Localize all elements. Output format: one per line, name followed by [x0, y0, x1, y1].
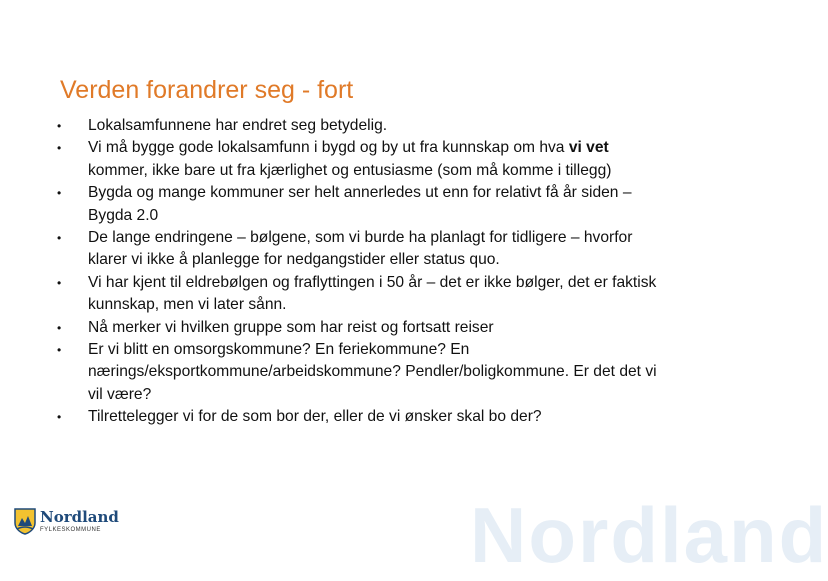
bullet-marker: •: [57, 343, 62, 358]
bullet-marker: •: [57, 275, 62, 290]
bullet-text: Lokalsamfunnene har endret seg betydelig.: [88, 117, 388, 134]
bullet-item: [57, 115, 667, 137]
bullet-text: kommer, ikke bare ut fra kjærlighet og entusiasme (som må komme i tillegg): [88, 161, 612, 179]
slide-title: Verden forandrer seg - fort: [60, 76, 354, 104]
bullet-item: [57, 272, 667, 317]
logo-subtitle: FYLKESKOMMUNE: [40, 526, 101, 533]
bullet-list: [57, 115, 667, 429]
bullet-item: [57, 227, 667, 272]
bullet-item: [57, 406, 667, 428]
bullet-marker: •: [57, 410, 62, 425]
bullet-text: Tilrettelegger vi for de som bor der, eller de vi ønsker skal bo der?: [88, 408, 542, 426]
bullet-text: Bygda og mange kommuner ser helt annerledes ut enn for relativt få år siden – Bygda 2.0: [88, 184, 632, 224]
logo-name: Nordland: [40, 507, 119, 526]
bullet-marker: •: [57, 320, 62, 335]
bullet-text: Er vi blitt en omsorgskommune? En feriekommune? En nærings/eksportkommune/arbeidskommune? Pendler/boligkommune. Er det det vi vil være?: [88, 341, 657, 403]
bullet-marker: •: [57, 141, 62, 156]
nordland-logo: [14, 506, 119, 536]
bullet-text: Vi har kjent til eldrebølgen og fraflyttingen i 50 år – det er ikke bølger, det er faktisk kunnskap, men vi later sånn.: [88, 273, 657, 314]
bullet-marker: •: [57, 119, 62, 133]
bullet-text: Nå merker vi hvilken gruppe som har reist og fortsatt reiser: [88, 318, 494, 336]
bullet-text: De lange endringene – bølgene, som vi burde ha planlagt for tidligere – hvorfor klarer vi ikke å planlegge for nedgangstider eller status quo.: [88, 229, 633, 269]
bullet-item: [57, 339, 667, 406]
bullet-item: [57, 317, 667, 339]
footer-watermark: Nordland: [470, 491, 828, 579]
bullet-marker: •: [57, 186, 62, 201]
bullet-item: [57, 182, 667, 227]
bullet-text-bold: vi vet: [568, 139, 609, 157]
coat-of-arms-icon: [14, 508, 36, 535]
bullet-item: [57, 137, 667, 182]
bullet-text: Vi må bygge gode lokalsamfunn i bygd og by ut fra kunnskap om hva: [88, 139, 569, 157]
bullet-marker: •: [57, 231, 62, 246]
